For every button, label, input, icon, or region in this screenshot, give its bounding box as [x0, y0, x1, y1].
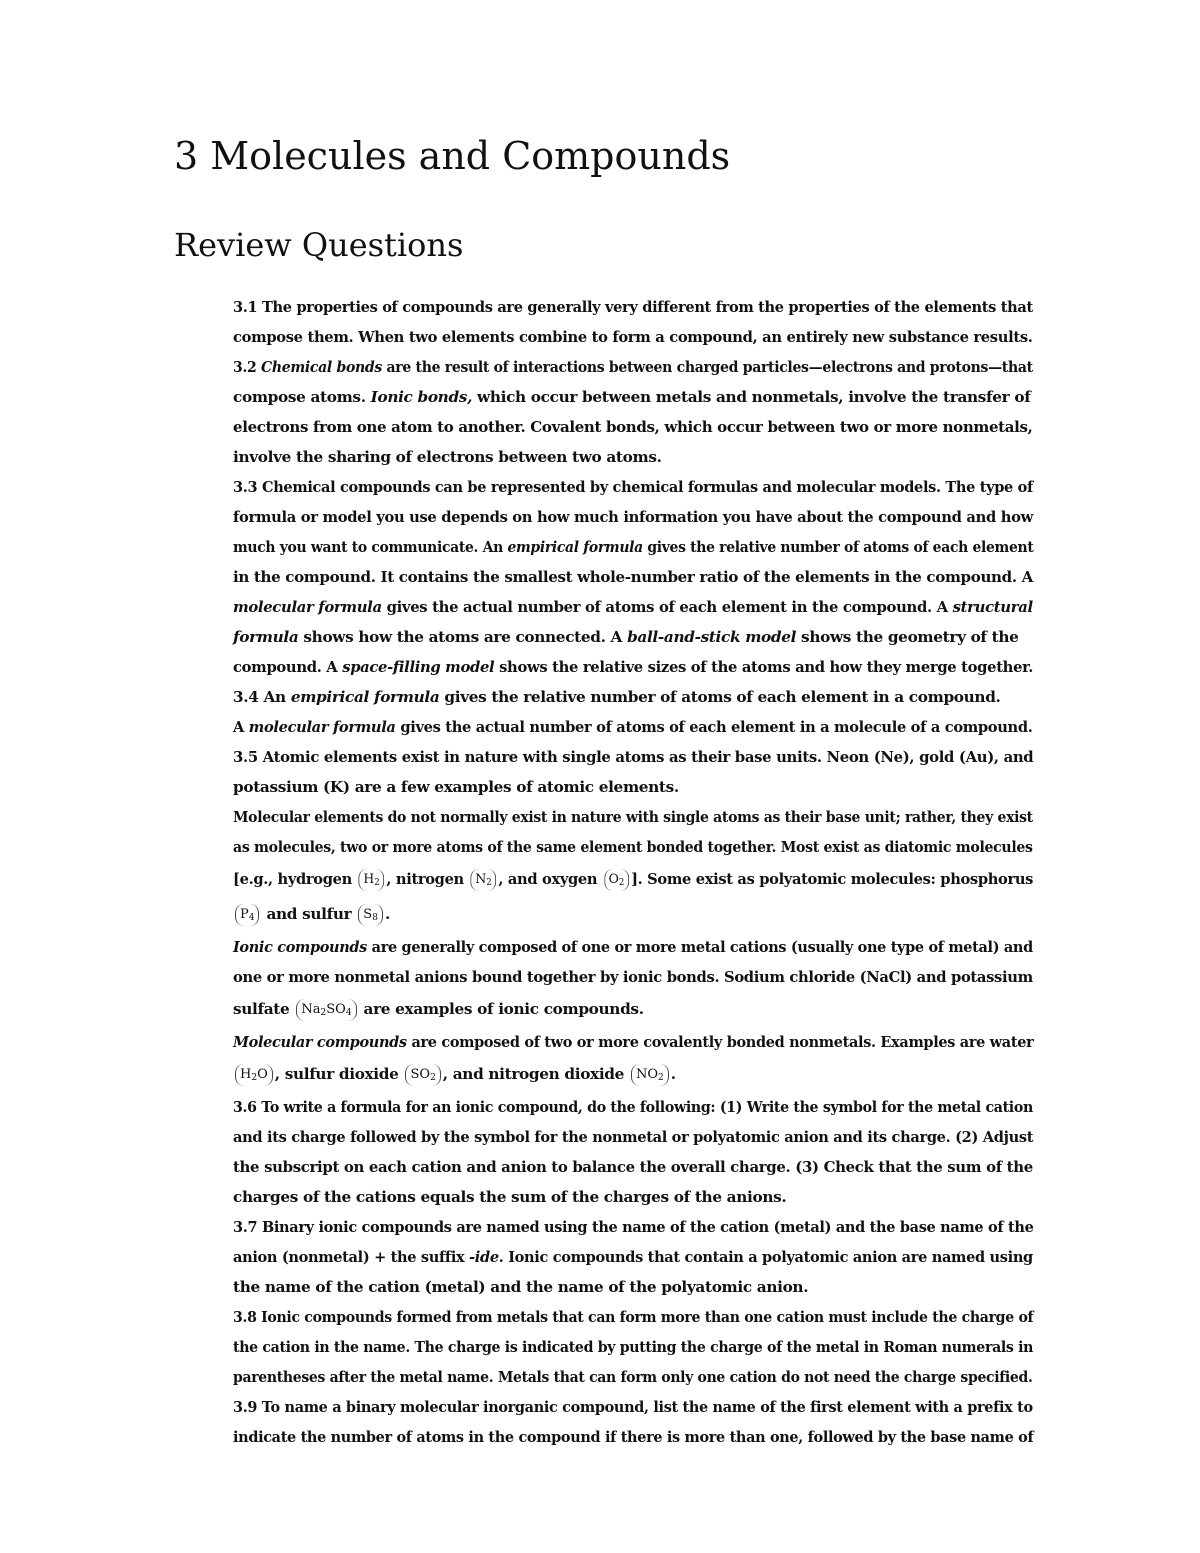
text-line: Molecular compounds are composed of two or more covalently bonded nonmetals. Examples are water — [233, 1033, 1034, 1051]
text-line: potassium (K) are a few examples of atomic elements. — [233, 778, 679, 796]
text-line: 3.1 The properties of compounds are generally very different from the properties of the elements that — [233, 298, 1033, 316]
text-line: A molecular formula gives the actual number of atoms of each element in a molecule of a compound. — [233, 718, 1033, 736]
answer-3-4 — [233, 682, 1033, 742]
text-line: 3.4 An empirical formula gives the relative number of atoms of each element in a compound. — [233, 688, 1001, 706]
text-line: compose them. When two elements combine to form a compound, an entirely new substance results. — [233, 328, 1033, 346]
text-line: Ionic compounds are generally composed of one or more metal cations (usually one type of metal) and — [233, 938, 1033, 956]
text-line: 3.2 Chemical bonds are the result of interactions between charged particles—electrons and protons—that — [233, 358, 1033, 376]
text-line: and its charge followed by the symbol for the nonmetal or polyatomic anion and its charge. (2) Adjust — [233, 1128, 1034, 1146]
term-suffix-ide: -ide — [469, 1248, 499, 1266]
answer-3-3 — [233, 472, 1033, 682]
text-line: involve the sharing of electrons between two atoms. — [233, 448, 662, 466]
text-line: 3.3 Chemical compounds can be represented by chemical formulas and molecular models. The type of — [233, 478, 1033, 496]
answer-3-9 — [233, 1392, 1033, 1452]
text-line: 3.6 To write a formula for an ionic compound, do the following: (1) Write the symbol for the metal cation — [233, 1098, 1033, 1116]
text-line: charges of the cations equals the sum of the charges of the anions. — [233, 1188, 787, 1206]
text-line: 3.5 Atomic elements exist in nature with single atoms as their base units. Neon (Ne), gold (Au), and — [233, 748, 1034, 766]
review-answers — [233, 292, 1033, 1452]
term-molecular-formula: molecular formula — [233, 598, 382, 616]
answer-3-2 — [233, 352, 1033, 472]
text-line: 3.9 To name a binary molecular inorganic compound, list the name of the first element with a prefix to — [233, 1398, 1033, 1416]
text-line: formula shows how the atoms are connected. A ball-and-stick model shows the geometry of the — [233, 628, 1019, 646]
term-empirical-formula: empirical formula — [507, 538, 643, 556]
text-line: sulfate $Na_2SO_4$ are examples of ionic compounds. — [233, 992, 1033, 1027]
text-line: indicate the number of atoms in the compound if there is more than one, followed by the base name of — [233, 1428, 1034, 1446]
section-title: Review Questions — [174, 226, 464, 264]
term-molecular-compounds: Molecular compounds — [233, 1033, 407, 1051]
term-formula: formula — [233, 628, 299, 646]
formula-so2: $SO_2$ — [405, 1064, 440, 1086]
text-line: compose atoms. Ionic bonds, which occur between metals and nonmetals, involve the transfer of — [233, 388, 1031, 406]
text-line: the subscript on each cation and anion to balance the overall charge. (3) Check that the sum of the — [233, 1158, 1033, 1176]
text-line: one or more nonmetal anions bound together by ionic bonds. Sodium chloride (NaCl) and potassium — [233, 968, 1033, 986]
formula-no2: $NO_2$ — [631, 1064, 669, 1086]
term-empirical-formula: empirical formula — [290, 688, 440, 706]
term-chemical-bonds: Chemical bonds — [261, 358, 382, 376]
text-line: in the compound. It contains the smallest whole-number ratio of the elements in the compound. A — [233, 568, 1034, 586]
term-structural: structural — [952, 598, 1033, 616]
text-line: anion (nonmetal) + the suffix -ide. Ionic compounds that contain a polyatomic anion are named using — [233, 1248, 1033, 1266]
text-line: $H_2O$ , sulfur dioxide $SO_2$ , and nitrogen dioxide $NO_2$ . — [233, 1057, 1033, 1092]
formula-h2o: $H_2O$ — [235, 1064, 273, 1086]
text-line: 3.8 Ionic compounds formed from metals that can form more than one cation must include the charge of — [233, 1308, 1034, 1326]
term-ionic-compounds: Ionic compounds — [233, 938, 367, 956]
formula-p4: $P_4$ — [235, 904, 259, 926]
text-line: Molecular elements do not normally exist in nature with single atoms as their base unit; rather, they exist — [233, 808, 1033, 826]
text-line: as molecules, two or more atoms of the same element bonded together. Most exist as diatomic molecules — [233, 838, 1033, 856]
text-line: electrons from one atom to another. Covalent bonds, which occur between two or more nonmetals, — [233, 418, 1033, 436]
answer-3-8 — [233, 1302, 1033, 1392]
answer-3-1 — [233, 292, 1033, 352]
text-line: [e.g., hydrogen $H_2$ , nitrogen $N_2$ , and oxygen $O_2$ ]. Some exist as polyatomic molecules: phosphorus — [233, 862, 999, 897]
formula-n2: $N_2$ — [471, 869, 497, 891]
answer-3-5 — [233, 742, 1033, 1092]
term-ionic-bonds: Ionic bonds, — [370, 388, 473, 406]
term-molecular-formula: molecular formula — [248, 718, 396, 736]
text-line: compound. A space-filling model shows the relative sizes of the atoms and how they merge together. — [233, 658, 1034, 676]
text-line: the name of the cation (metal) and the name of the polyatomic anion. — [233, 1278, 809, 1296]
text-line: the cation in the name. The charge is indicated by putting the charge of the metal in Roman numerals in — [233, 1338, 1034, 1356]
text-line: much you want to communicate. An empirical formula gives the relative number of atoms of each element — [233, 538, 1034, 556]
term-ball-and-stick-model: ball-and-stick model — [627, 628, 797, 646]
chapter-title: 3 Molecules and Compounds — [174, 134, 731, 178]
text-line: $P_4$ and sulfur $S_8$ . — [233, 897, 1033, 932]
term-space-filling-model: space-filling model — [342, 658, 495, 676]
answer-3-7 — [233, 1212, 1033, 1302]
answer-3-6 — [233, 1092, 1033, 1212]
formula-h2: $H_2$ — [359, 869, 385, 891]
formula-na2so4: $Na_2SO_4$ — [296, 999, 356, 1021]
text-line: formula or model you use depends on how much information you have about the compound and how — [233, 508, 1033, 526]
formula-o2: $O_2$ — [604, 869, 629, 891]
text-line: 3.7 Binary ionic compounds are named using the name of the cation (metal) and the base name of the — [233, 1218, 1034, 1236]
text-line: parentheses after the metal name. Metals that can form only one cation do not need the charge specified. — [233, 1368, 1033, 1386]
formula-s8: $S_8$ — [358, 904, 383, 926]
text-line: molecular formula gives the actual number of atoms of each element in the compound. A structural — [233, 598, 1033, 616]
